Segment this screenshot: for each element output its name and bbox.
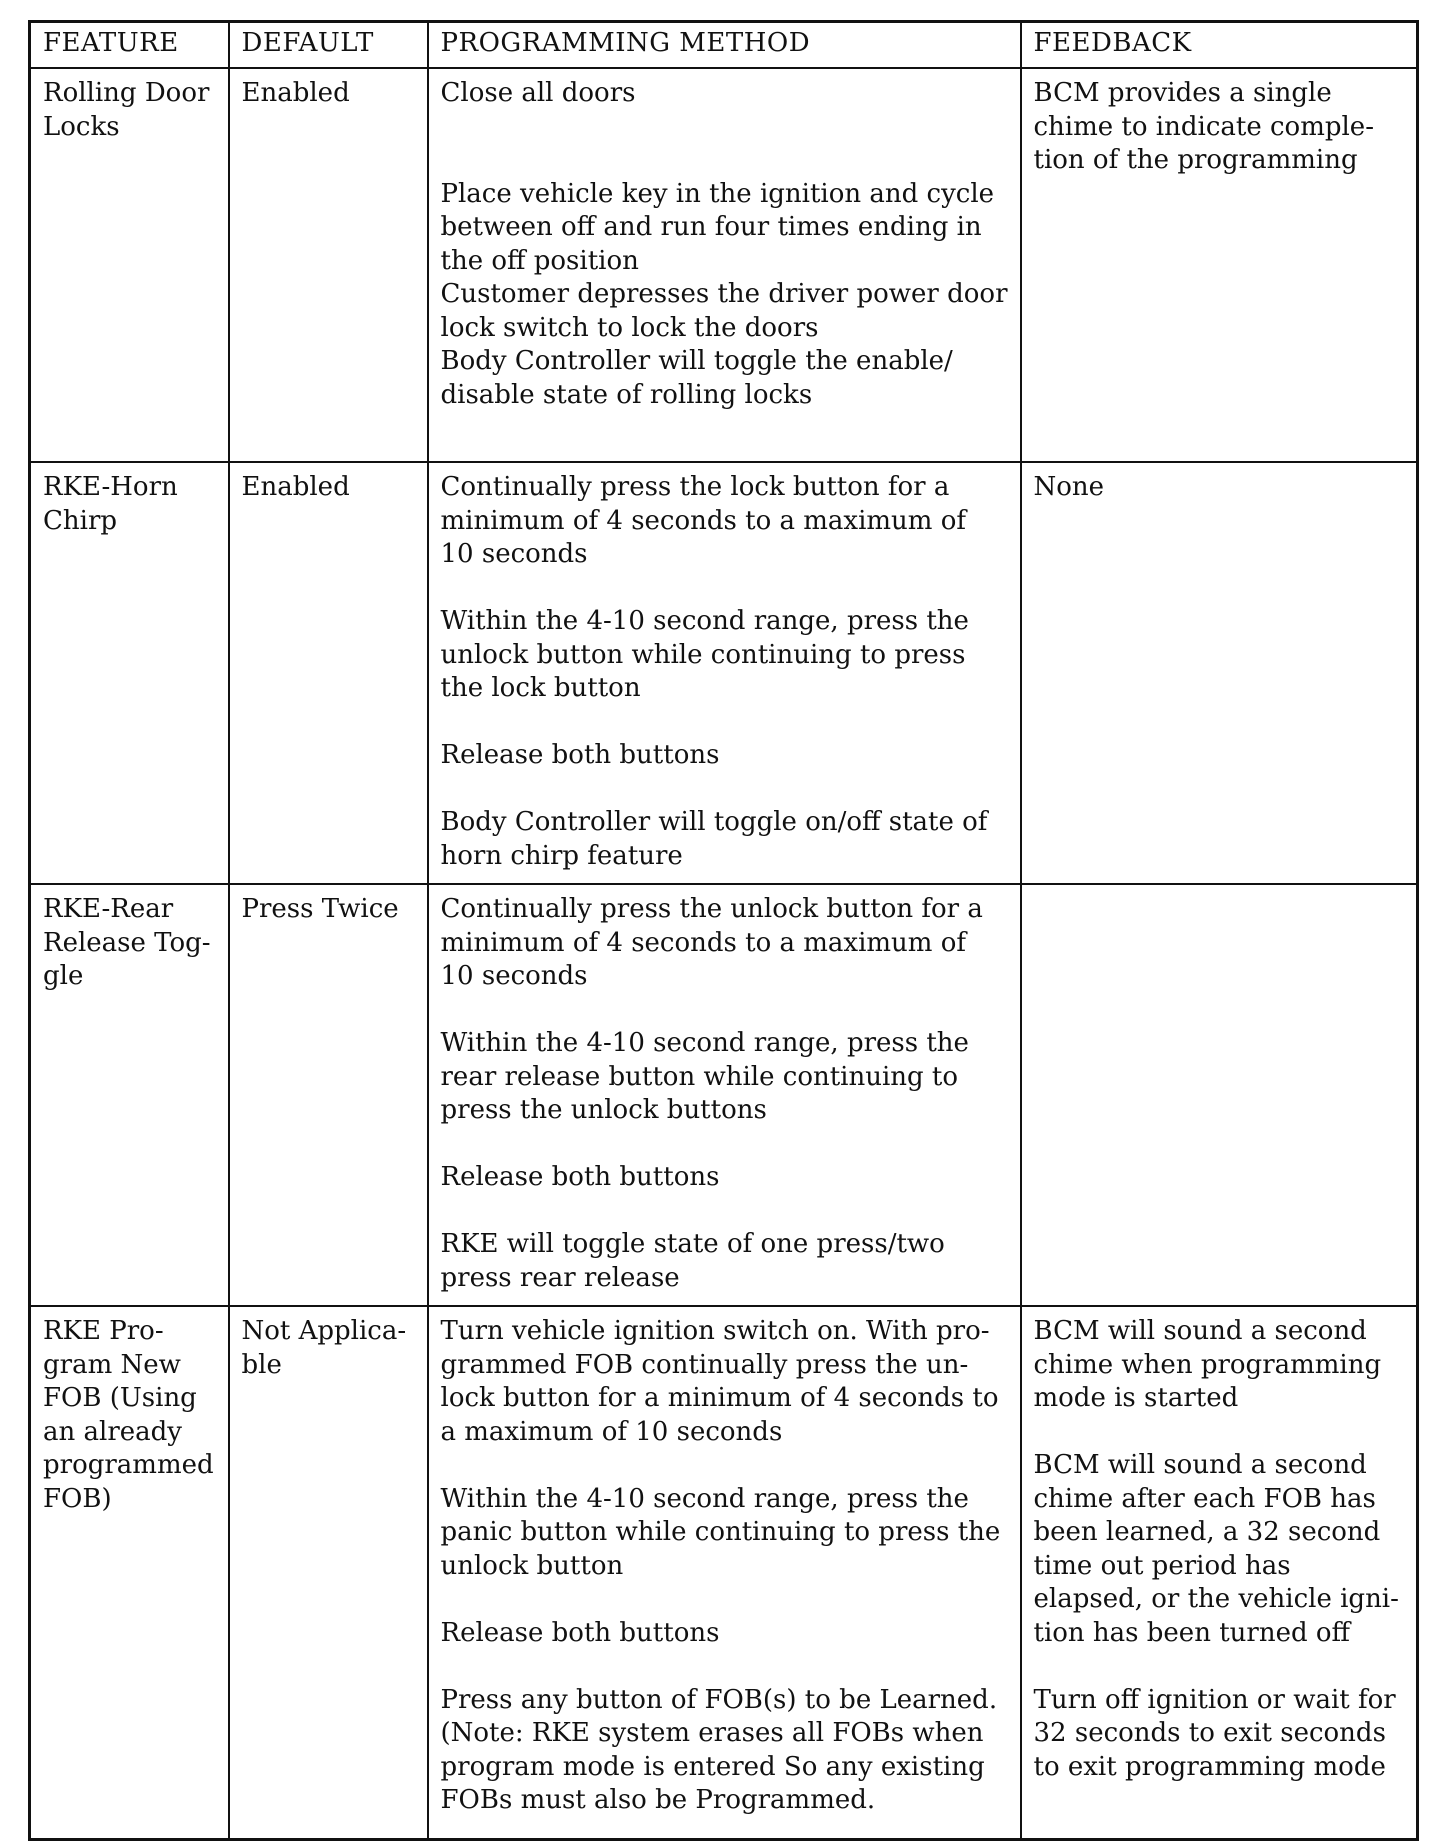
method-line: Release both buttons (440, 1162, 720, 1192)
feedback-line: None (1033, 472, 1105, 502)
default-line: Enabled (241, 78, 350, 108)
method-line: Turn vehicle ignition switch on. With pro- (440, 1316, 990, 1346)
table-row (30, 1306, 1418, 1840)
method-line: Within the 4-10 second range, press the (440, 1483, 969, 1514)
feedback-cell (1021, 884, 1418, 1306)
feedback-line: BCM provides a single (1033, 78, 1332, 108)
default-line: Enabled (241, 472, 350, 502)
method-line: Release both buttons (440, 1617, 720, 1648)
method-line: minimum of 4 seconds to a maximum of (440, 927, 966, 958)
method-line: Within the 4-10 second range, press the (440, 606, 969, 636)
feedback-line: chime to indicate comple- (1033, 111, 1374, 142)
method-step (441, 1027, 1008, 1128)
method-line: between off and run four times ending in (440, 212, 982, 242)
feedback-line: BCM will sound a second (1033, 1316, 1367, 1346)
feedback-line: tion has been turned off (1033, 1617, 1350, 1648)
feature-line: FOB (Using (43, 1383, 197, 1413)
feedback-paragraph (1034, 1449, 1405, 1650)
method-line: minimum of 4 seconds to a maximum of (440, 505, 966, 536)
method-cell (428, 462, 1021, 884)
feedback-paragraph (1034, 1684, 1405, 1785)
method-step (441, 77, 1008, 111)
default-line: ble (241, 1349, 282, 1380)
method-line: Continually press the lock button for a (440, 472, 950, 502)
header-programming-method: PROGRAMMING METHOD (428, 22, 1021, 69)
method-line: disable state of rolling locks (440, 379, 813, 410)
method-step (441, 893, 1008, 994)
default-cell (229, 1306, 428, 1840)
method-line: Close all doors (440, 78, 636, 108)
method-line: lock switch to lock the doors (440, 312, 819, 343)
header-default: DEFAULT (229, 22, 428, 69)
method-line: unlock button while continuing to press (440, 639, 966, 670)
feature-line: RKE-Horn (43, 472, 178, 502)
method-line: Body Controller will toggle on/off state of (440, 807, 988, 837)
method-line: panic button while continuing to press the (440, 1517, 1001, 1547)
feedback-line: mode is started (1033, 1383, 1239, 1413)
method-cell (428, 884, 1021, 1306)
feature-line: RKE-Rear (43, 894, 174, 924)
feedback-cell (1021, 462, 1418, 884)
default-cell (229, 884, 428, 1306)
feedback-line: to exit programming mode (1033, 1751, 1386, 1782)
method-step (441, 471, 1008, 572)
method-line: Press any button of FOB(s) to be Learned. (440, 1684, 998, 1715)
feedback-line: Turn off ignition or wait for (1033, 1684, 1396, 1715)
header-feature: FEATURE (30, 22, 229, 69)
feedback-line: elapsed, or the vehicle igni- (1033, 1584, 1399, 1614)
method-step (441, 1161, 1008, 1195)
table-row (30, 884, 1418, 1306)
method-line: unlock button (440, 1550, 624, 1581)
method-line: RKE will toggle state of one press/two (440, 1229, 945, 1259)
feedback-paragraph (1034, 1315, 1405, 1416)
feature-line: RKE Pro- (43, 1316, 164, 1346)
table-body (30, 68, 1418, 1840)
feedback-line: chime after each FOB has (1033, 1483, 1376, 1514)
feature-line: Rolling Door (43, 78, 210, 108)
document-page (28, 20, 1416, 1841)
feature-line: FOB) (43, 1483, 112, 1514)
method-line: press the unlock buttons (440, 1095, 767, 1125)
feature-line: Release Tog- (43, 927, 211, 958)
method-step (441, 278, 1008, 345)
method-step (441, 1684, 1008, 1818)
feature-cell (30, 68, 229, 462)
feature-cell (30, 462, 229, 884)
feature-line: an already (43, 1416, 182, 1447)
method-cell (428, 1306, 1021, 1840)
method-step (441, 605, 1008, 706)
feature-cell (30, 884, 229, 1306)
method-step (441, 1483, 1008, 1584)
table-header (30, 22, 1418, 69)
feedback-line: chime when programming (1033, 1349, 1382, 1380)
feedback-line: tion of the programming (1033, 145, 1358, 175)
method-line: the off position (440, 245, 639, 276)
method-line: grammed FOB continually press the un- (440, 1349, 969, 1380)
method-step (441, 345, 1008, 412)
table-row (30, 462, 1418, 884)
feature-cell (30, 1306, 229, 1840)
method-line: 10 seconds (440, 539, 588, 569)
method-step (441, 1228, 1008, 1295)
method-line: program mode is entered So any existing (440, 1751, 985, 1782)
feature-line: programmed (43, 1450, 214, 1480)
method-line: horn chirp feature (440, 840, 683, 871)
feature-programming-table (28, 20, 1419, 1841)
method-line: Continually press the unlock button for a (440, 894, 983, 924)
method-line: rear release button while continuing to (440, 1061, 959, 1092)
header-row (30, 22, 1418, 69)
feedback-line: been learned, a 32 second (1033, 1517, 1381, 1547)
feature-line: Chirp (43, 505, 118, 536)
feedback-paragraph (1034, 471, 1405, 505)
method-line: Within the 4-10 second range, press the (440, 1028, 969, 1058)
feedback-cell (1021, 1306, 1418, 1840)
method-line: Body Controller will toggle the enable/ (440, 346, 953, 376)
default-line: Not Applica- (241, 1316, 407, 1346)
feedback-line: BCM will sound a second (1033, 1450, 1367, 1480)
feedback-line: 32 seconds to exit seconds (1033, 1718, 1386, 1748)
default-cell (229, 462, 428, 884)
method-line: press rear release (440, 1262, 680, 1293)
feedback-line: time out period has (1033, 1550, 1291, 1581)
default-line: Press Twice (241, 894, 399, 924)
feature-line: gram New (43, 1349, 181, 1380)
feedback-cell (1021, 68, 1418, 462)
method-step (441, 739, 1008, 773)
feature-line: Locks (43, 111, 120, 142)
default-cell (229, 68, 428, 462)
method-line: 10 seconds (440, 961, 588, 991)
feedback-paragraph (1034, 77, 1405, 178)
method-step (441, 806, 1008, 873)
method-step (441, 1315, 1008, 1449)
method-step (441, 1617, 1008, 1651)
method-cell (428, 68, 1021, 462)
method-line: Customer depresses the driver power door (440, 279, 1008, 309)
method-line: (Note: RKE system erases all FOBs when (440, 1718, 984, 1748)
method-line: lock button for a minimum of 4 seconds to (440, 1383, 999, 1413)
method-step (441, 178, 1008, 279)
header-feedback: FEEDBACK (1021, 22, 1418, 69)
method-line: Release both buttons (440, 740, 720, 770)
feature-line: gle (43, 961, 84, 991)
table-row (30, 68, 1418, 462)
method-line: FOBs must also be Programmed. (440, 1785, 876, 1815)
method-line: a maximum of 10 seconds (440, 1416, 783, 1447)
method-line: the lock button (440, 673, 641, 703)
method-line: Place vehicle key in the ignition and cycle (440, 178, 995, 209)
